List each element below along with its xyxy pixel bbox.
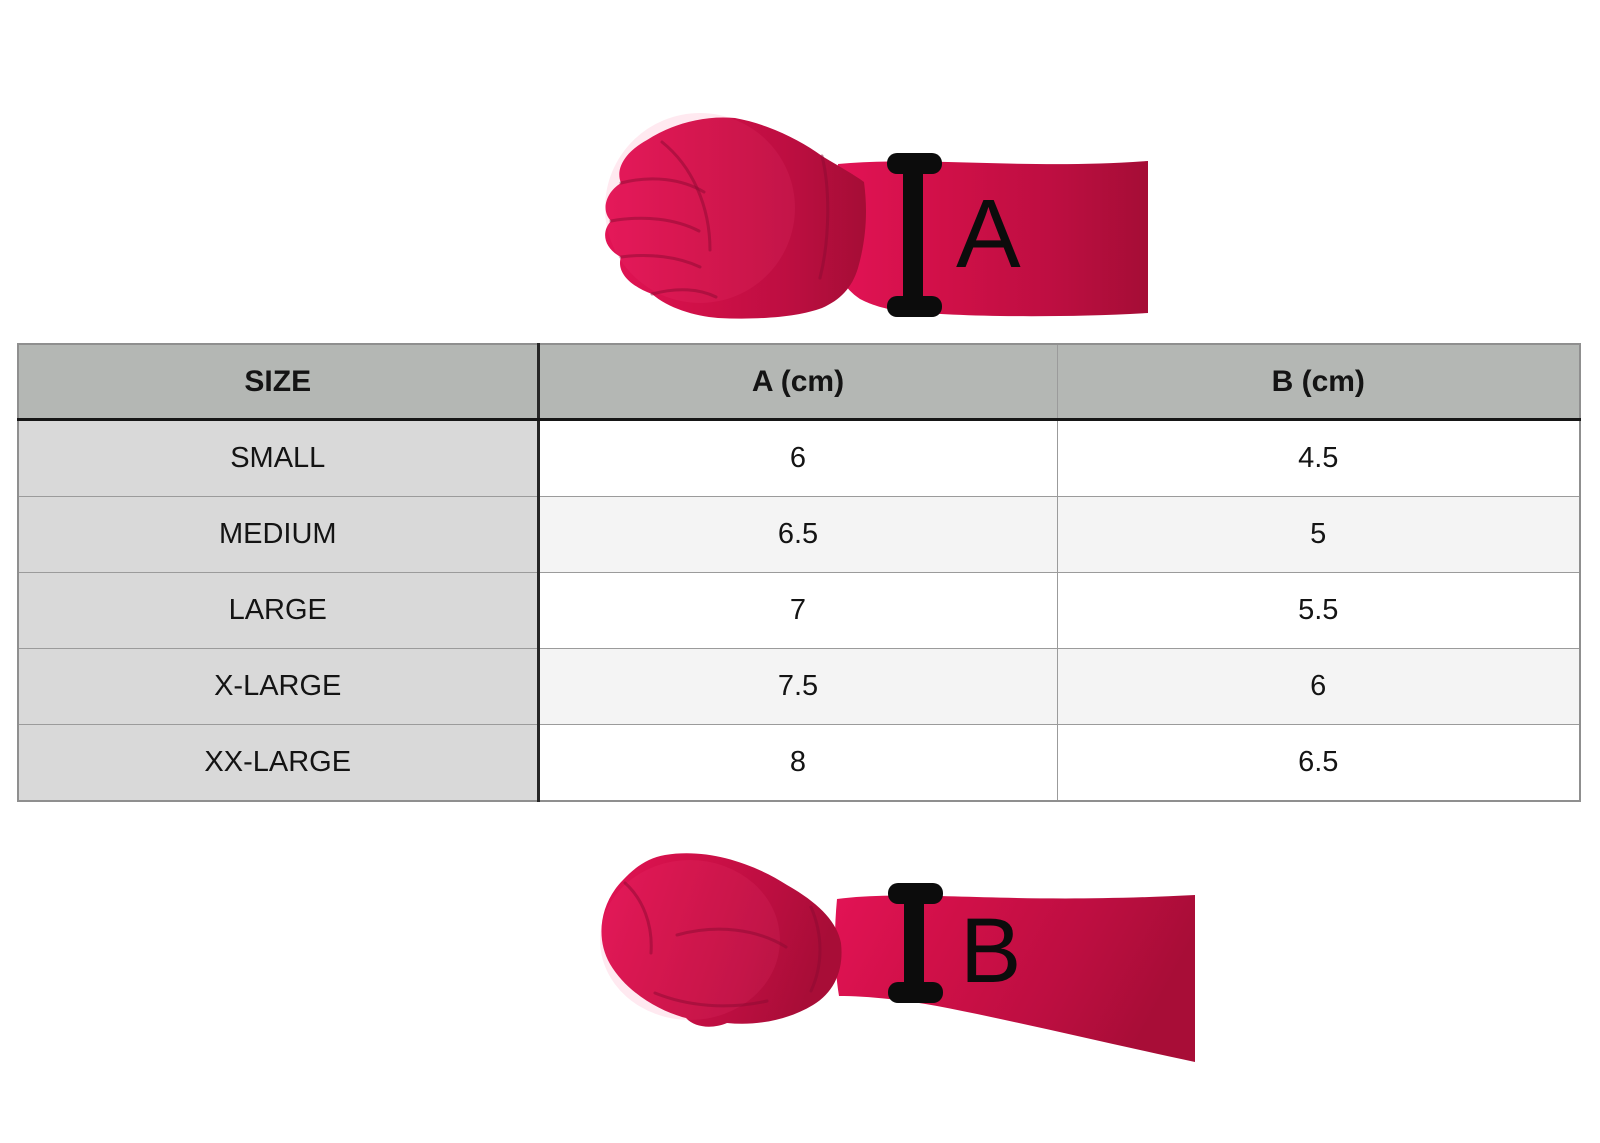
col-header-b: B (cm) — [1057, 344, 1580, 420]
glove-photo-bottom — [585, 845, 1205, 1085]
marker-a-top-cap — [887, 153, 942, 174]
glove-photo-top — [600, 88, 1160, 328]
b-value-cell: 5.5 — [1057, 573, 1580, 649]
size-cell: LARGE — [18, 573, 538, 649]
table-row — [18, 420, 1580, 497]
marker-a-bottom-cap — [887, 296, 942, 317]
marker-b-top-cap — [888, 883, 943, 904]
size-cell: SMALL — [18, 420, 538, 497]
size-cell: MEDIUM — [18, 497, 538, 573]
col-header-a: A (cm) — [538, 344, 1057, 420]
size-table — [17, 343, 1581, 802]
marker-label-a: A — [956, 179, 1021, 288]
marker-b-bar — [904, 893, 924, 995]
col-header-size: SIZE — [18, 344, 538, 420]
red-glove-forearm-top — [605, 113, 1148, 319]
table-row — [18, 649, 1580, 725]
b-value-cell: 5 — [1057, 497, 1580, 573]
a-value-cell: 7.5 — [538, 649, 1057, 725]
b-value-cell: 6.5 — [1057, 725, 1580, 802]
marker-a-bar — [903, 163, 923, 306]
b-value-cell: 6 — [1057, 649, 1580, 725]
table-row — [18, 725, 1580, 802]
marker-b-bottom-cap — [888, 982, 943, 1003]
a-value-cell: 6 — [538, 420, 1057, 497]
size-cell: X-LARGE — [18, 649, 538, 725]
size-cell: XX-LARGE — [18, 725, 538, 802]
a-value-cell: 7 — [538, 573, 1057, 649]
table-row — [18, 497, 1580, 573]
table-row — [18, 573, 1580, 649]
b-value-cell: 4.5 — [1057, 420, 1580, 497]
marker-label-b: B — [960, 900, 1022, 1002]
a-value-cell: 6.5 — [538, 497, 1057, 573]
table-header-row — [18, 344, 1580, 420]
a-value-cell: 8 — [538, 725, 1057, 802]
